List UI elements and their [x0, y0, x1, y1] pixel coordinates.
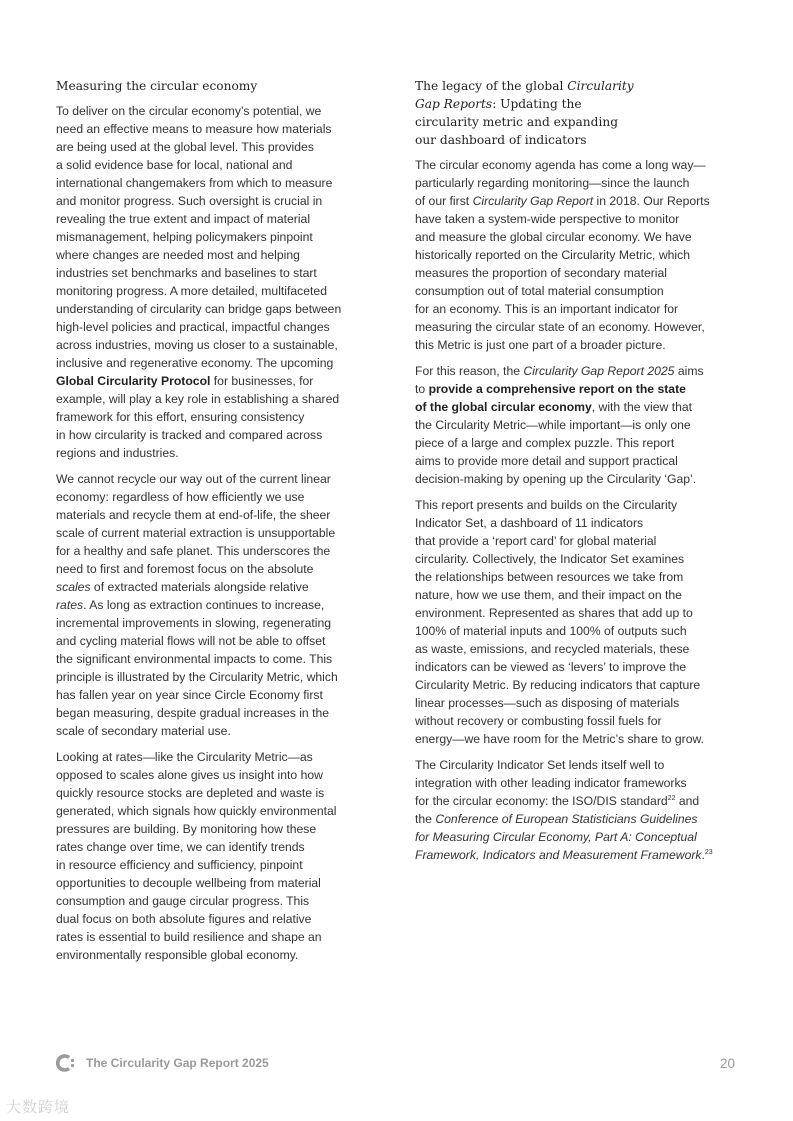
text-line [415, 113, 740, 131]
text-run: for the circular economy: the ISO/DIS standard [415, 794, 668, 808]
text-line: environment. Represented as shares that add up to [415, 606, 693, 620]
text-line: consumption and gauge circular progress. This [56, 894, 310, 908]
paragraph [56, 470, 381, 740]
text-line: circularity. Collectively, the Indicator Set examines [415, 552, 685, 566]
text-line: nature, how we use them, and their impact on the [415, 588, 682, 602]
text-line: Indicator Set, a dashboard of 11 indicators [415, 516, 644, 530]
text-line [415, 192, 740, 210]
text-line: economy: regardless of how efficiently we use [56, 490, 305, 504]
text-line [415, 362, 740, 380]
text-line: has fallen year on year since Circle Economy first [56, 688, 323, 702]
text-run: . As long as extraction continues to increase, [83, 598, 325, 612]
text-line [415, 828, 740, 846]
text-line: The circular economy agenda has come a long way— [415, 158, 706, 172]
text-line: the Circularity Metric—while important—is only one [415, 418, 691, 432]
text-run: of extracted materials alongside relative [90, 580, 309, 594]
italic-text: Framework, Indicators and Measurement Framework [415, 848, 702, 862]
bold-text: Global Circularity Protocol [56, 374, 211, 388]
text-line: 100% of material inputs and 100% of outputs such [415, 624, 687, 638]
text-line: rates change over time, we can identify trends [56, 840, 305, 854]
text-run: circularity metric and expanding [415, 115, 619, 129]
text-line: the significant environmental impacts to come. This [56, 652, 333, 666]
text-line: revealing the true extent and impact of material [56, 212, 311, 226]
text-line: need an effective means to measure how materials [56, 122, 332, 136]
text-line: rates is essential to build resilience and shape an [56, 930, 322, 944]
italic-text: Circularity Gap Report 2025 [523, 364, 675, 378]
text-line: high-level policies and practical, impactful changes [56, 320, 330, 334]
text-line: in how circularity is tracked and compared across [56, 428, 323, 442]
footer-report-title: The Circularity Gap Report 2025 [86, 1056, 269, 1070]
text-line: consumption out of total material consumption [415, 284, 664, 298]
text-line: piece of a large and complex puzzle. This report [415, 436, 675, 450]
text-line: industries set benchmarks and baselines to start [56, 266, 317, 280]
text-line: in resource efficiency and sufficiency, pinpoint [56, 858, 303, 872]
text-run: in 2018. Our Reports [593, 194, 710, 208]
text-line: monitoring progress. A more detailed, multifaceted [56, 284, 327, 298]
text-line: and monitor progress. Such oversight is crucial in [56, 194, 323, 208]
text-line: quickly resource stocks are depleted and waste is [56, 786, 325, 800]
italic-text: Circularity [567, 79, 634, 93]
text-line: have taken a system-wide perspective to monitor [415, 212, 680, 226]
text-line [415, 380, 740, 398]
text-line: this Metric is just one part of a broader picture. [415, 338, 666, 352]
text-line: for an economy. This is an important indicator for [415, 302, 679, 316]
italic-text: for Measuring Circular Economy, Part A: Conceptual [415, 830, 697, 844]
text-line: framework for this effort, ensuring consistency [56, 410, 305, 424]
text-run: for businesses, for [210, 374, 314, 388]
text-run: the [415, 812, 436, 826]
text-line [415, 131, 740, 149]
section-heading-legacy [415, 77, 740, 149]
paragraph [56, 102, 381, 462]
text-line: opposed to scales alone gives us insight into how [56, 768, 323, 782]
text-line: Looking at rates—like the Circularity Metric—as [56, 750, 313, 764]
bold-text: provide a comprehensive report on the state [428, 382, 686, 396]
text-line: understanding of circularity can bridge gaps between [56, 302, 342, 316]
page-footer [56, 1053, 269, 1073]
text-line [415, 810, 740, 828]
text-line: We cannot recycle our way out of the current linear [56, 472, 331, 486]
italic-text: Gap Reports [415, 97, 493, 111]
text-run: and [675, 794, 700, 808]
text-line: Circularity Metric. By reducing indicators that capture [415, 678, 701, 692]
text-line [415, 398, 740, 416]
right-body [415, 156, 740, 864]
text-line: and cycling material flows will not be able to offset [56, 634, 326, 648]
text-line: materials and recycle them at end-of-life, the sheer [56, 508, 331, 522]
text-line: scale of secondary material use. [56, 724, 231, 738]
text-run: The legacy of the global [415, 79, 568, 93]
text-line: mismanagement, helping policymakers pinpoint [56, 230, 313, 244]
text-line: The Circularity Indicator Set lends itself well to [415, 758, 665, 772]
text-line [415, 792, 740, 810]
text-line: opportunities to decouple wellbeing from material [56, 876, 321, 890]
text-line: principle is illustrated by the Circularity Metric, which [56, 670, 338, 684]
text-run: : Updating the [492, 97, 582, 111]
text-line [56, 578, 381, 596]
italic-text: Conference of European Statisticians Guidelines [435, 812, 698, 826]
text-line: scale of current material extraction is unsupportable [56, 526, 336, 540]
paragraph [415, 362, 740, 488]
text-line: and measure the global circular economy. We have [415, 230, 692, 244]
italic-text: Circularity Gap Report [472, 194, 594, 208]
text-run: , with the view that [591, 400, 693, 414]
text-line: need to first and foremost focus on the absolute [56, 562, 314, 576]
left-body [56, 102, 381, 964]
text-line [56, 372, 381, 390]
text-line [56, 596, 381, 614]
text-line: measures the proportion of secondary material [415, 266, 668, 280]
text-line: integration with other leading indicator frameworks [415, 776, 687, 790]
text-line: measuring the circular state of an economy. However, [415, 320, 705, 334]
text-run: For this reason, the [415, 364, 524, 378]
text-run: of our first [415, 194, 473, 208]
text-run: to [415, 382, 429, 396]
text-line: historically reported on the Circularity Metric, which [415, 248, 690, 262]
text-line: incremental improvements in slowing, regenerating [56, 616, 332, 630]
right-column [415, 77, 740, 872]
text-line: that provide a ‘report card’ for global material [415, 534, 657, 548]
text-line: linear processes—such as disposing of materials [415, 696, 680, 710]
watermark: 大数跨境 [6, 1099, 71, 1116]
text-line: international changemakers from which to measure [56, 176, 333, 190]
text-run: Measuring the circular economy [56, 79, 258, 93]
text-line: as waste, emissions, and recycled materials, these [415, 642, 690, 656]
paragraph [415, 156, 740, 354]
text-line: dual focus on both absolute figures and relative [56, 912, 312, 926]
italic-text: rates [56, 598, 84, 612]
text-line: for a healthy and safe planet. This underscores the [56, 544, 331, 558]
text-line: indicators can be viewed as ‘levers’ to improve the [415, 660, 687, 674]
text-line: generated, which signals how quickly environmental [56, 804, 337, 818]
text-line: environmentally responsible global economy. [56, 948, 299, 962]
circle-economy-logo-icon [56, 1053, 76, 1073]
text-line [415, 846, 740, 864]
text-line [415, 77, 740, 95]
text-line: are being used at the global level. This provides [56, 140, 314, 154]
text-line: example, will play a key role in establishing a shared [56, 392, 340, 406]
text-run: . [701, 848, 705, 862]
text-line: aims to provide more detail and support practical [415, 454, 678, 468]
italic-text: scales [56, 580, 91, 594]
section-heading-measuring [56, 77, 381, 95]
text-line: the relationships between resources we take from [415, 570, 684, 584]
text-line: regions and industries. [56, 446, 179, 460]
page-number: 20 [719, 1056, 735, 1071]
text-line: energy—we have room for the Metric’s share to grow. [415, 732, 705, 746]
text-line: across industries, moving us closer to a sustainable, [56, 338, 338, 352]
text-line: decision-making by opening up the Circularity ‘Gap’. [415, 472, 697, 486]
text-line: pressures are building. By monitoring how these [56, 822, 317, 836]
footnote-ref: 23 [704, 848, 713, 856]
text-line: This report presents and builds on the Circularity [415, 498, 678, 512]
paragraph [415, 496, 740, 748]
text-line: To deliver on the circular economy’s potential, we [56, 104, 322, 118]
paragraph [415, 756, 740, 864]
text-line [415, 95, 740, 113]
left-column [56, 77, 381, 972]
text-line: where changes are needed most and helping [56, 248, 300, 262]
text-line: without recovery or combusting fossil fuels for [415, 714, 662, 728]
bold-text: of the global circular economy [415, 400, 592, 414]
text-line: particularly regarding monitoring—since the launch [415, 176, 690, 190]
text-line: inclusive and regenerative economy. The upcoming [56, 356, 334, 370]
text-run: aims [674, 364, 704, 378]
text-run: our dashboard of indicators [415, 133, 587, 147]
text-line [56, 77, 381, 95]
paragraph [56, 748, 381, 964]
footnote-ref: 22 [667, 794, 676, 802]
text-line: a solid evidence base for local, national and [56, 158, 293, 172]
text-line: began measuring, despite gradual increases in the [56, 706, 330, 720]
